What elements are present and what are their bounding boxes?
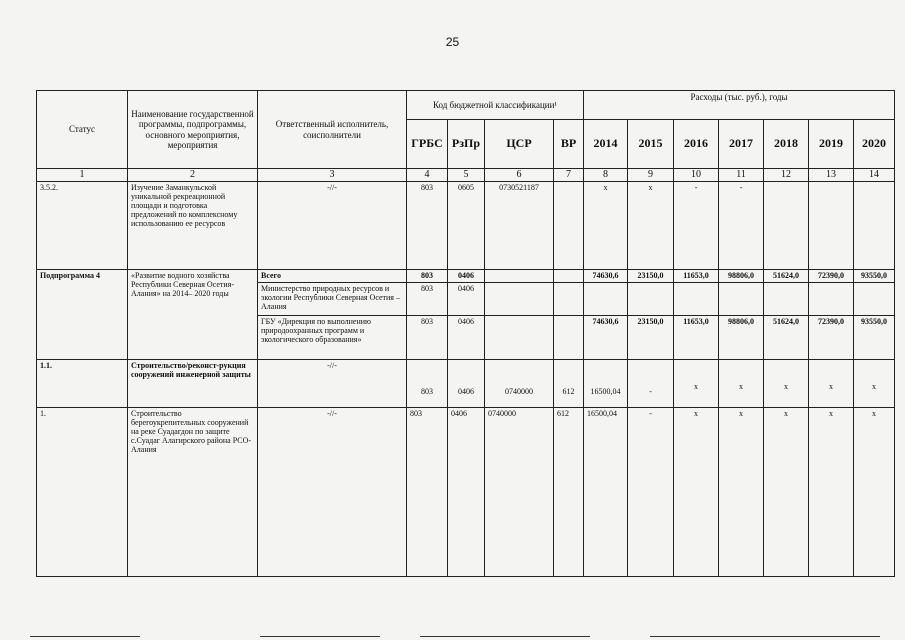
row-grbs: 803 <box>407 282 448 315</box>
row-grbs: 803 <box>407 181 448 269</box>
row-value: - <box>628 359 674 407</box>
row-status: 1. <box>37 407 128 576</box>
column-number: 7 <box>554 169 584 182</box>
column-number: 11 <box>719 169 764 182</box>
row-value: x <box>674 359 719 407</box>
row-csr: 0730521187 <box>485 181 554 269</box>
row-value: 98806,0 <box>719 315 764 359</box>
header-year: 2018 <box>764 120 809 169</box>
row-rzpr: 0406 <box>448 315 485 359</box>
header-executor: Ответственный исполнитель, соисполнители <box>258 91 407 169</box>
row-rzpr: 0406 <box>448 282 485 315</box>
column-number: 2 <box>128 169 258 182</box>
row-grbs: 803 <box>407 359 448 407</box>
row-value <box>809 282 854 315</box>
row-value: 23150,0 <box>628 269 674 282</box>
row-rzpr: 0406 <box>448 359 485 407</box>
scan-line <box>30 636 140 637</box>
column-number: 6 <box>485 169 554 182</box>
row-csr <box>485 269 554 282</box>
row-value: 51624,0 <box>764 315 809 359</box>
column-number: 1 <box>37 169 128 182</box>
row-value <box>809 181 854 269</box>
column-number: 14 <box>854 169 895 182</box>
row-value: 72390,0 <box>809 269 854 282</box>
row-value <box>584 282 628 315</box>
column-number: 9 <box>628 169 674 182</box>
row-csr <box>485 282 554 315</box>
row-value: 11653,0 <box>674 315 719 359</box>
row-executor: Министерство природных ресурсов и экологии Республики Северная Осетия – Алания <box>258 282 407 315</box>
row-executor: -//- <box>258 359 407 407</box>
header-vr: ВР <box>554 120 584 169</box>
row-value <box>764 181 809 269</box>
row-grbs: 803 <box>407 269 448 282</box>
row-csr: 0740000 <box>485 407 554 576</box>
row-grbs: 803 <box>407 407 448 576</box>
row-value: x <box>809 359 854 407</box>
column-number: 8 <box>584 169 628 182</box>
column-number: 10 <box>674 169 719 182</box>
row-value: x <box>674 407 719 576</box>
row-executor: Всего <box>258 269 407 282</box>
column-number: 12 <box>764 169 809 182</box>
row-value: 23150,0 <box>628 315 674 359</box>
row-value: 16500,04 <box>584 407 628 576</box>
row-rzpr: 0406 <box>448 407 485 576</box>
row-value: 93550,0 <box>854 315 895 359</box>
page-number: 25 <box>445 35 460 49</box>
row-grbs: 803 <box>407 315 448 359</box>
table-row <box>37 359 895 407</box>
row-value <box>764 282 809 315</box>
row-value: x <box>719 359 764 407</box>
header-name: Наименование государственной программы, подпрограммы, основного мероприятия, мероприятия <box>128 91 258 169</box>
row-name: Изучение Заманкульской уникальной рекреационной площади и подготовка предложений по комплексному использованию ее ресурсов <box>128 181 258 269</box>
row-value <box>719 282 764 315</box>
table-row <box>37 407 895 576</box>
row-value <box>854 282 895 315</box>
column-number: 3 <box>258 169 407 182</box>
row-vr: 612 <box>554 407 584 576</box>
row-executor: -//- <box>258 407 407 576</box>
row-value: x <box>764 359 809 407</box>
row-value: x <box>809 407 854 576</box>
column-number: 5 <box>448 169 485 182</box>
header-row-1 <box>37 91 895 120</box>
header-rzpr: РзПр <box>448 120 485 169</box>
row-value: - <box>719 181 764 269</box>
row-vr <box>554 282 584 315</box>
row-value: x <box>584 181 628 269</box>
table-row <box>37 269 895 282</box>
row-value: x <box>854 407 895 576</box>
column-number: 13 <box>809 169 854 182</box>
header-year: 2014 <box>584 120 628 169</box>
scan-line <box>650 636 880 637</box>
row-name: Строительство/реконст-рукция сооружений инженерной защиты <box>128 359 258 407</box>
header-year: 2020 <box>854 120 895 169</box>
header-year: 2017 <box>719 120 764 169</box>
row-vr <box>554 181 584 269</box>
table-row <box>37 181 895 269</box>
row-status: 1.1. <box>37 359 128 407</box>
header-expenses: Расходы (тыс. руб.), годы <box>584 91 895 120</box>
budget-table <box>36 90 895 577</box>
row-value: x <box>719 407 764 576</box>
row-vr: 612 <box>554 359 584 407</box>
row-value: x <box>628 181 674 269</box>
row-executor: ГБУ «Дирекция по выполнению природоохранных программ и экологического образования» <box>258 315 407 359</box>
row-vr <box>554 315 584 359</box>
row-value: 51624,0 <box>764 269 809 282</box>
row-value: x <box>764 407 809 576</box>
row-rzpr: 0605 <box>448 181 485 269</box>
header-status: Статус <box>37 91 128 169</box>
header-year: 2016 <box>674 120 719 169</box>
row-value: 16500,04 <box>584 359 628 407</box>
header-year: 2019 <box>809 120 854 169</box>
row-status: 3.5.2. <box>37 181 128 269</box>
row-vr <box>554 269 584 282</box>
header-csr: ЦСР <box>485 120 554 169</box>
row-csr <box>485 315 554 359</box>
column-number-row <box>37 169 895 182</box>
row-value <box>628 282 674 315</box>
header-grbs: ГРБС <box>407 120 448 169</box>
row-csr: 0740000 <box>485 359 554 407</box>
row-value: 93550,0 <box>854 269 895 282</box>
column-number: 4 <box>407 169 448 182</box>
row-value: x <box>854 359 895 407</box>
row-value <box>854 181 895 269</box>
row-value: 74630,6 <box>584 315 628 359</box>
row-status: Подпрограмма 4 <box>37 269 128 359</box>
row-value <box>674 282 719 315</box>
row-executor: -//- <box>258 181 407 269</box>
header-year: 2015 <box>628 120 674 169</box>
scan-line <box>420 636 590 637</box>
row-value: - <box>674 181 719 269</box>
row-name: «Развитие водного хозяйства Республики Северная Осетия-Алания» на 2014– 2020 годы <box>128 269 258 359</box>
row-value: 74630,6 <box>584 269 628 282</box>
row-value: 72390,0 <box>809 315 854 359</box>
scan-line <box>260 636 380 637</box>
row-value: 98806,0 <box>719 269 764 282</box>
row-value: - <box>628 407 674 576</box>
header-budget-code: Код бюджетной классификации¹ <box>407 91 584 120</box>
row-name: Строительство берегоукрепительных сооружений на реке Суадагдон по защите с.Суадаг Алагирского района РСО-Алания <box>128 407 258 576</box>
row-rzpr: 0406 <box>448 269 485 282</box>
row-value: 11653,0 <box>674 269 719 282</box>
